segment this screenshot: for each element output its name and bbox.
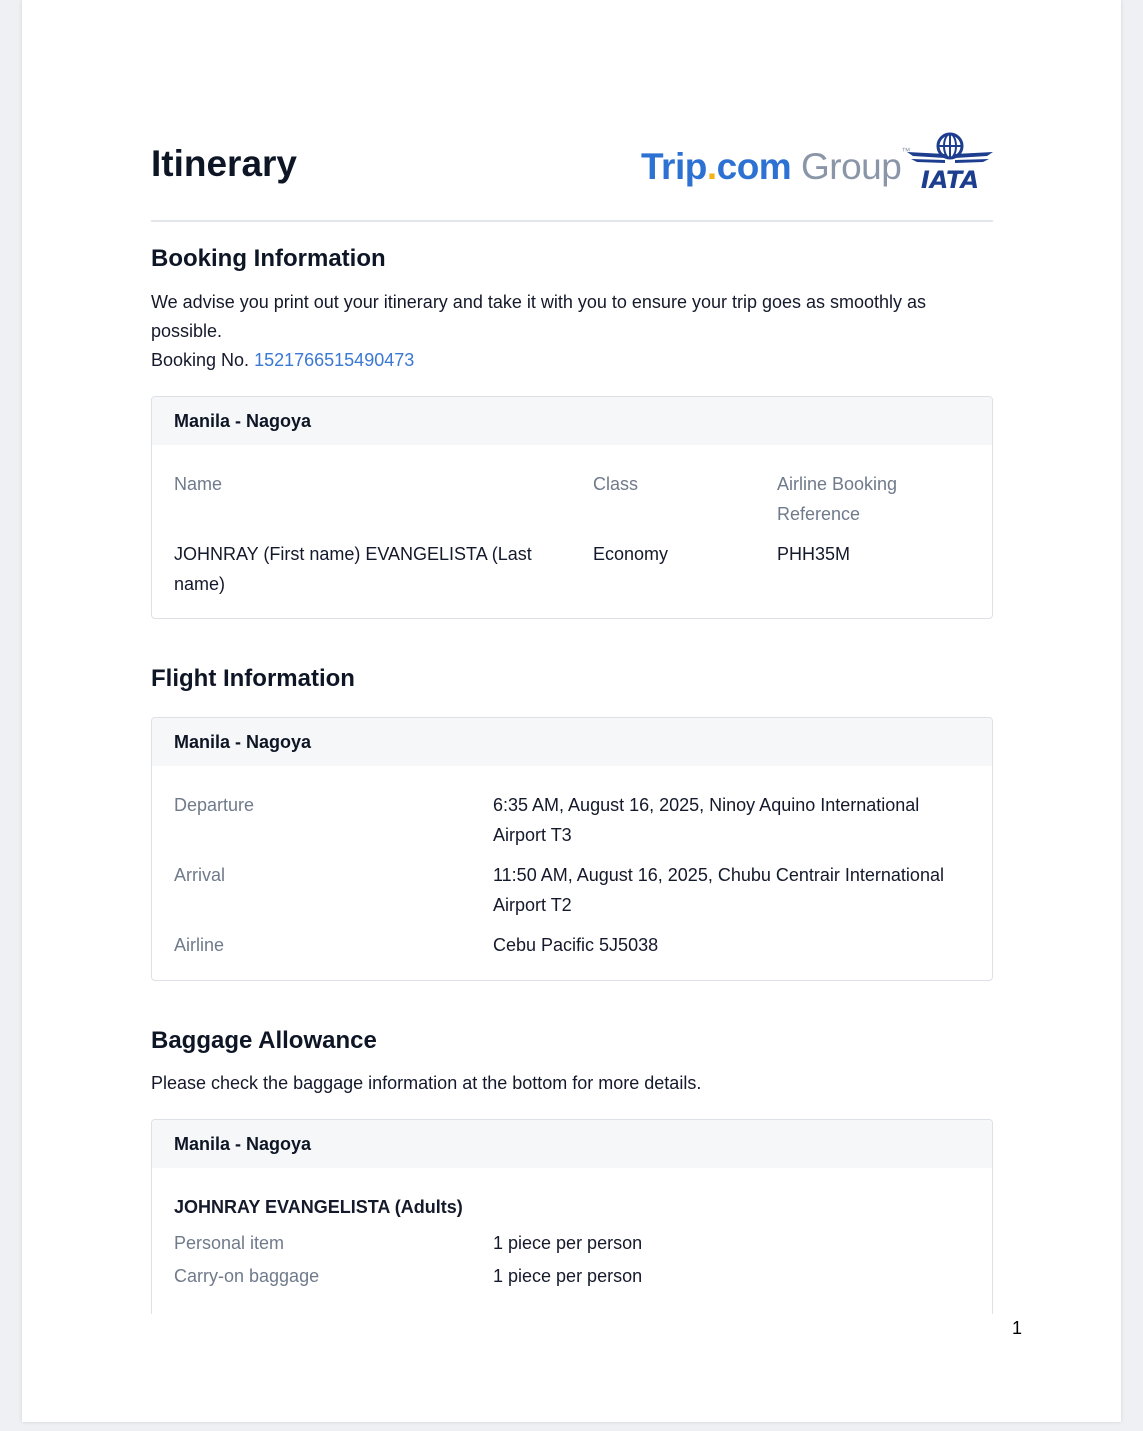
iata-logo-text: IATA (920, 166, 980, 192)
column-header-name: Name (174, 474, 223, 494)
column-header-airline-booking-reference: Airline Booking Reference (777, 474, 898, 524)
carry-on-baggage-label: Carry-on baggage (174, 1266, 320, 1286)
personal-item-value: 1 piece per person (493, 1233, 643, 1253)
page-number: 1 (1012, 1318, 1023, 1338)
arrival-label: Arrival (174, 865, 226, 885)
booking-number-value[interactable]: 1521766515490473 (254, 350, 415, 370)
booking-information-heading: Booking Information (151, 245, 386, 272)
departure-label: Departure (174, 795, 255, 815)
baggage-note: Please check the baggage information at the bottom for more details. (151, 1073, 702, 1093)
travel-class: Economy (593, 544, 669, 564)
airline-value: Cebu Pacific 5J5038 (493, 935, 659, 955)
booking-number-label: Booking No. (151, 350, 250, 370)
booking-advice-text: We advise you print out your itinerary and take it with you to ensure your trip goes as smoothly as possible. (151, 292, 927, 341)
baggage-passenger: JOHNRAY EVANGELISTA (Adults) (174, 1197, 463, 1217)
flight-card (151, 717, 993, 981)
baggage-card-route: Manila - Nagoya (152, 1120, 992, 1168)
booking-card (151, 396, 993, 619)
flight-card-route: Manila - Nagoya (152, 718, 992, 766)
carry-on-baggage-value: 1 piece per person (493, 1266, 643, 1286)
airline-booking-reference: PHH35M (777, 544, 851, 564)
tripcom-logo-dot: . (706, 146, 717, 187)
iata-logo (905, 132, 993, 192)
baggage-allowance-heading: Baggage Allowance (151, 1027, 377, 1054)
tripcom-logo-group: Group (791, 146, 902, 187)
departure-value: 6:35 AM, August 16, 2025, Ninoy Aquino International Airport T3 (493, 795, 920, 845)
column-header-class: Class (593, 474, 639, 494)
page-title: Itinerary (151, 143, 298, 184)
passenger-name: JOHNRAY (First name) EVANGELISTA (Last name) (174, 544, 532, 594)
tripcom-logo-com: com (716, 146, 792, 187)
arrival-value: 11:50 AM, August 16, 2025, Chubu Centrair International Airport T2 (493, 865, 944, 915)
tripcom-logo-tm: ™ (901, 146, 910, 156)
tripcom-logo-trip: Trip (641, 146, 707, 187)
personal-item-label: Personal item (174, 1233, 285, 1253)
booking-card-route: Manila - Nagoya (152, 397, 992, 445)
document-page (22, 0, 1121, 1422)
baggage-card (151, 1119, 993, 1314)
tripcom-group-logo (641, 146, 910, 188)
document-header (151, 108, 993, 222)
airline-label: Airline (174, 935, 225, 955)
itinerary-content (151, 108, 993, 1314)
flight-information-heading: Flight Information (151, 665, 355, 692)
booking-number-line (151, 346, 993, 375)
